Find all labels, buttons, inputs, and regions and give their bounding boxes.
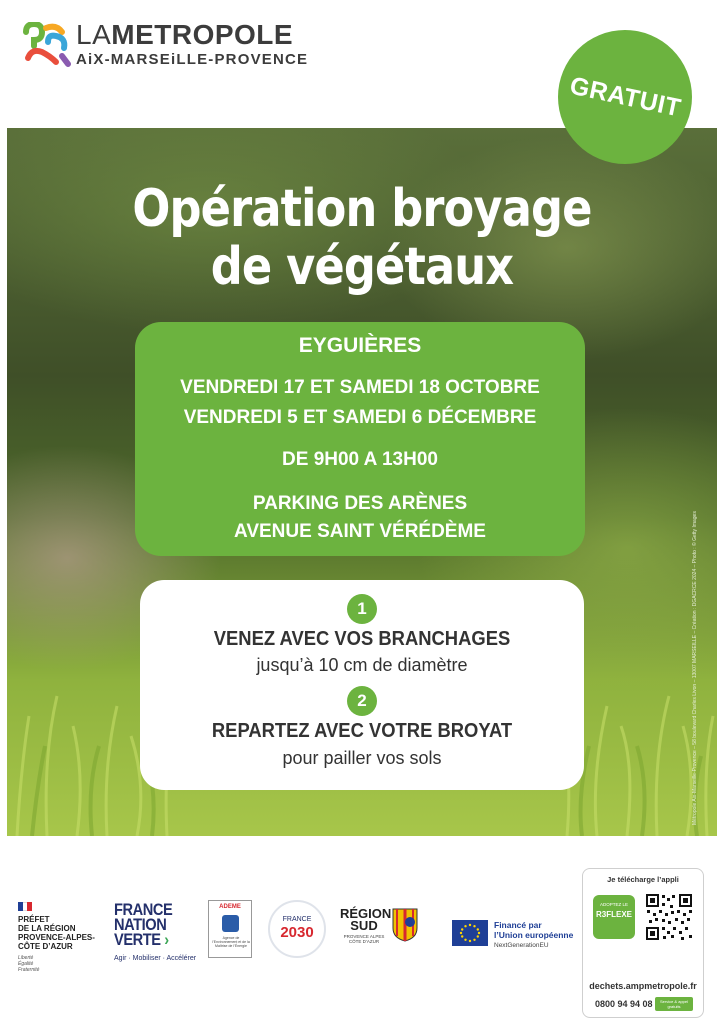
app-heading: Je télécharge l’appli <box>607 875 679 884</box>
event-date: VENDREDI 5 ET SAMEDI 6 DÉCEMBRE <box>183 407 537 428</box>
step-description: pour pailler vos sols <box>282 748 442 768</box>
metropole-logo <box>22 20 312 72</box>
prefet-motto: Liberté Égalité Fraternité <box>18 955 40 973</box>
logo-subtitle: AiX-MARSEiLLE-PROVENCE <box>76 51 309 68</box>
gratuit-label: GRATUIT <box>567 71 684 122</box>
french-flag-icon <box>18 902 32 911</box>
region-sud-name: RÉGION SUD <box>340 906 392 933</box>
step-number: 1 <box>347 594 377 624</box>
event-address: AVENUE SAINT VÉRÉDÈME <box>234 521 486 542</box>
app-free-service-tag: Service & appel gratuits <box>655 997 693 1011</box>
ademe-title: ADEME <box>219 904 241 910</box>
france-nation-verte-logo <box>114 900 197 968</box>
reflexe-app-logo <box>593 895 635 939</box>
logo-title: LAMETROPOLE <box>76 19 294 50</box>
metropole-mark-icon <box>22 22 72 68</box>
steps-box <box>140 580 584 790</box>
ademe-description: Agence de l’Environnement et de la Maîtrise de l’Énergie <box>212 936 250 948</box>
hero-photo <box>7 128 717 836</box>
main-title-line2: de végétaux <box>210 237 514 297</box>
region-shield-icon <box>392 908 418 942</box>
chevron-right-icon: › <box>160 930 169 949</box>
event-city: EYGUIÈRES <box>298 334 422 357</box>
eu-nextgen-label: NextGenerationEU <box>494 942 549 949</box>
region-sud-logo <box>340 908 430 958</box>
eu-funding-text: Financé par l’Union européenne <box>494 920 574 940</box>
photo-credit <box>689 511 701 828</box>
fnv-tagline: Agir · Mobiliser · Accélérer <box>114 955 197 962</box>
step-title: VENEZ AVEC VOS BRANCHAGES <box>213 628 511 650</box>
step-description: jusqu’à 10 cm de diamètre <box>256 655 468 675</box>
ademe-mark-icon <box>222 915 239 932</box>
photo-credit-text: Métropole Aix-Marseille-Provence – 58 boulevard Charles Livon – 13007 MARSEILLE – Création : DGACRCE 2024 – Photo : © Getty Images <box>692 511 698 825</box>
eu-funding-logo <box>452 920 582 960</box>
prefet-text: PRÉFET DE LA RÉGION PROVENCE-ALPES- CÔTE D’AZUR <box>18 915 95 951</box>
event-info-box <box>135 322 585 556</box>
region-sud-subtitle: PROVENCE ALPES CÔTE D’AZUR <box>343 934 385 944</box>
fnv-line: NATION <box>114 915 167 934</box>
app-url-link[interactable]: dechets.ampmetropole.fr <box>589 981 697 991</box>
event-place: PARKING DES ARÈNES <box>252 493 468 514</box>
app-phone-number[interactable]: 0800 94 94 08 <box>595 999 653 1009</box>
france-2030-number: 2030 <box>280 924 314 941</box>
step-number: 2 <box>347 686 377 716</box>
qr-code-icon[interactable] <box>645 893 693 941</box>
ademe-logo <box>208 900 252 958</box>
app-download-box[interactable] <box>582 868 704 1018</box>
fnv-line: VERTE › <box>114 930 169 949</box>
france-2030-logo <box>268 900 326 958</box>
event-hours: DE 9H00 A 13H00 <box>282 449 438 470</box>
fnv-line: FRANCE <box>114 900 173 919</box>
gratuit-badge <box>558 30 692 164</box>
event-date: VENDREDI 17 ET SAMEDI 18 OCTOBRE <box>180 377 540 398</box>
footer-partners <box>0 836 724 1024</box>
france-2030-label: FRANCE <box>282 916 312 923</box>
app-logo-top: ADOPTEZ LE <box>599 902 628 907</box>
app-logo-name: R3FLEXE <box>595 910 632 919</box>
eu-flag-icon <box>452 920 488 946</box>
step-title: REPARTEZ AVEC VOTRE BROYAT <box>211 720 513 742</box>
main-title <box>57 180 668 296</box>
main-title-line1: Opération broyage <box>132 179 592 239</box>
prefet-logo <box>18 902 98 972</box>
